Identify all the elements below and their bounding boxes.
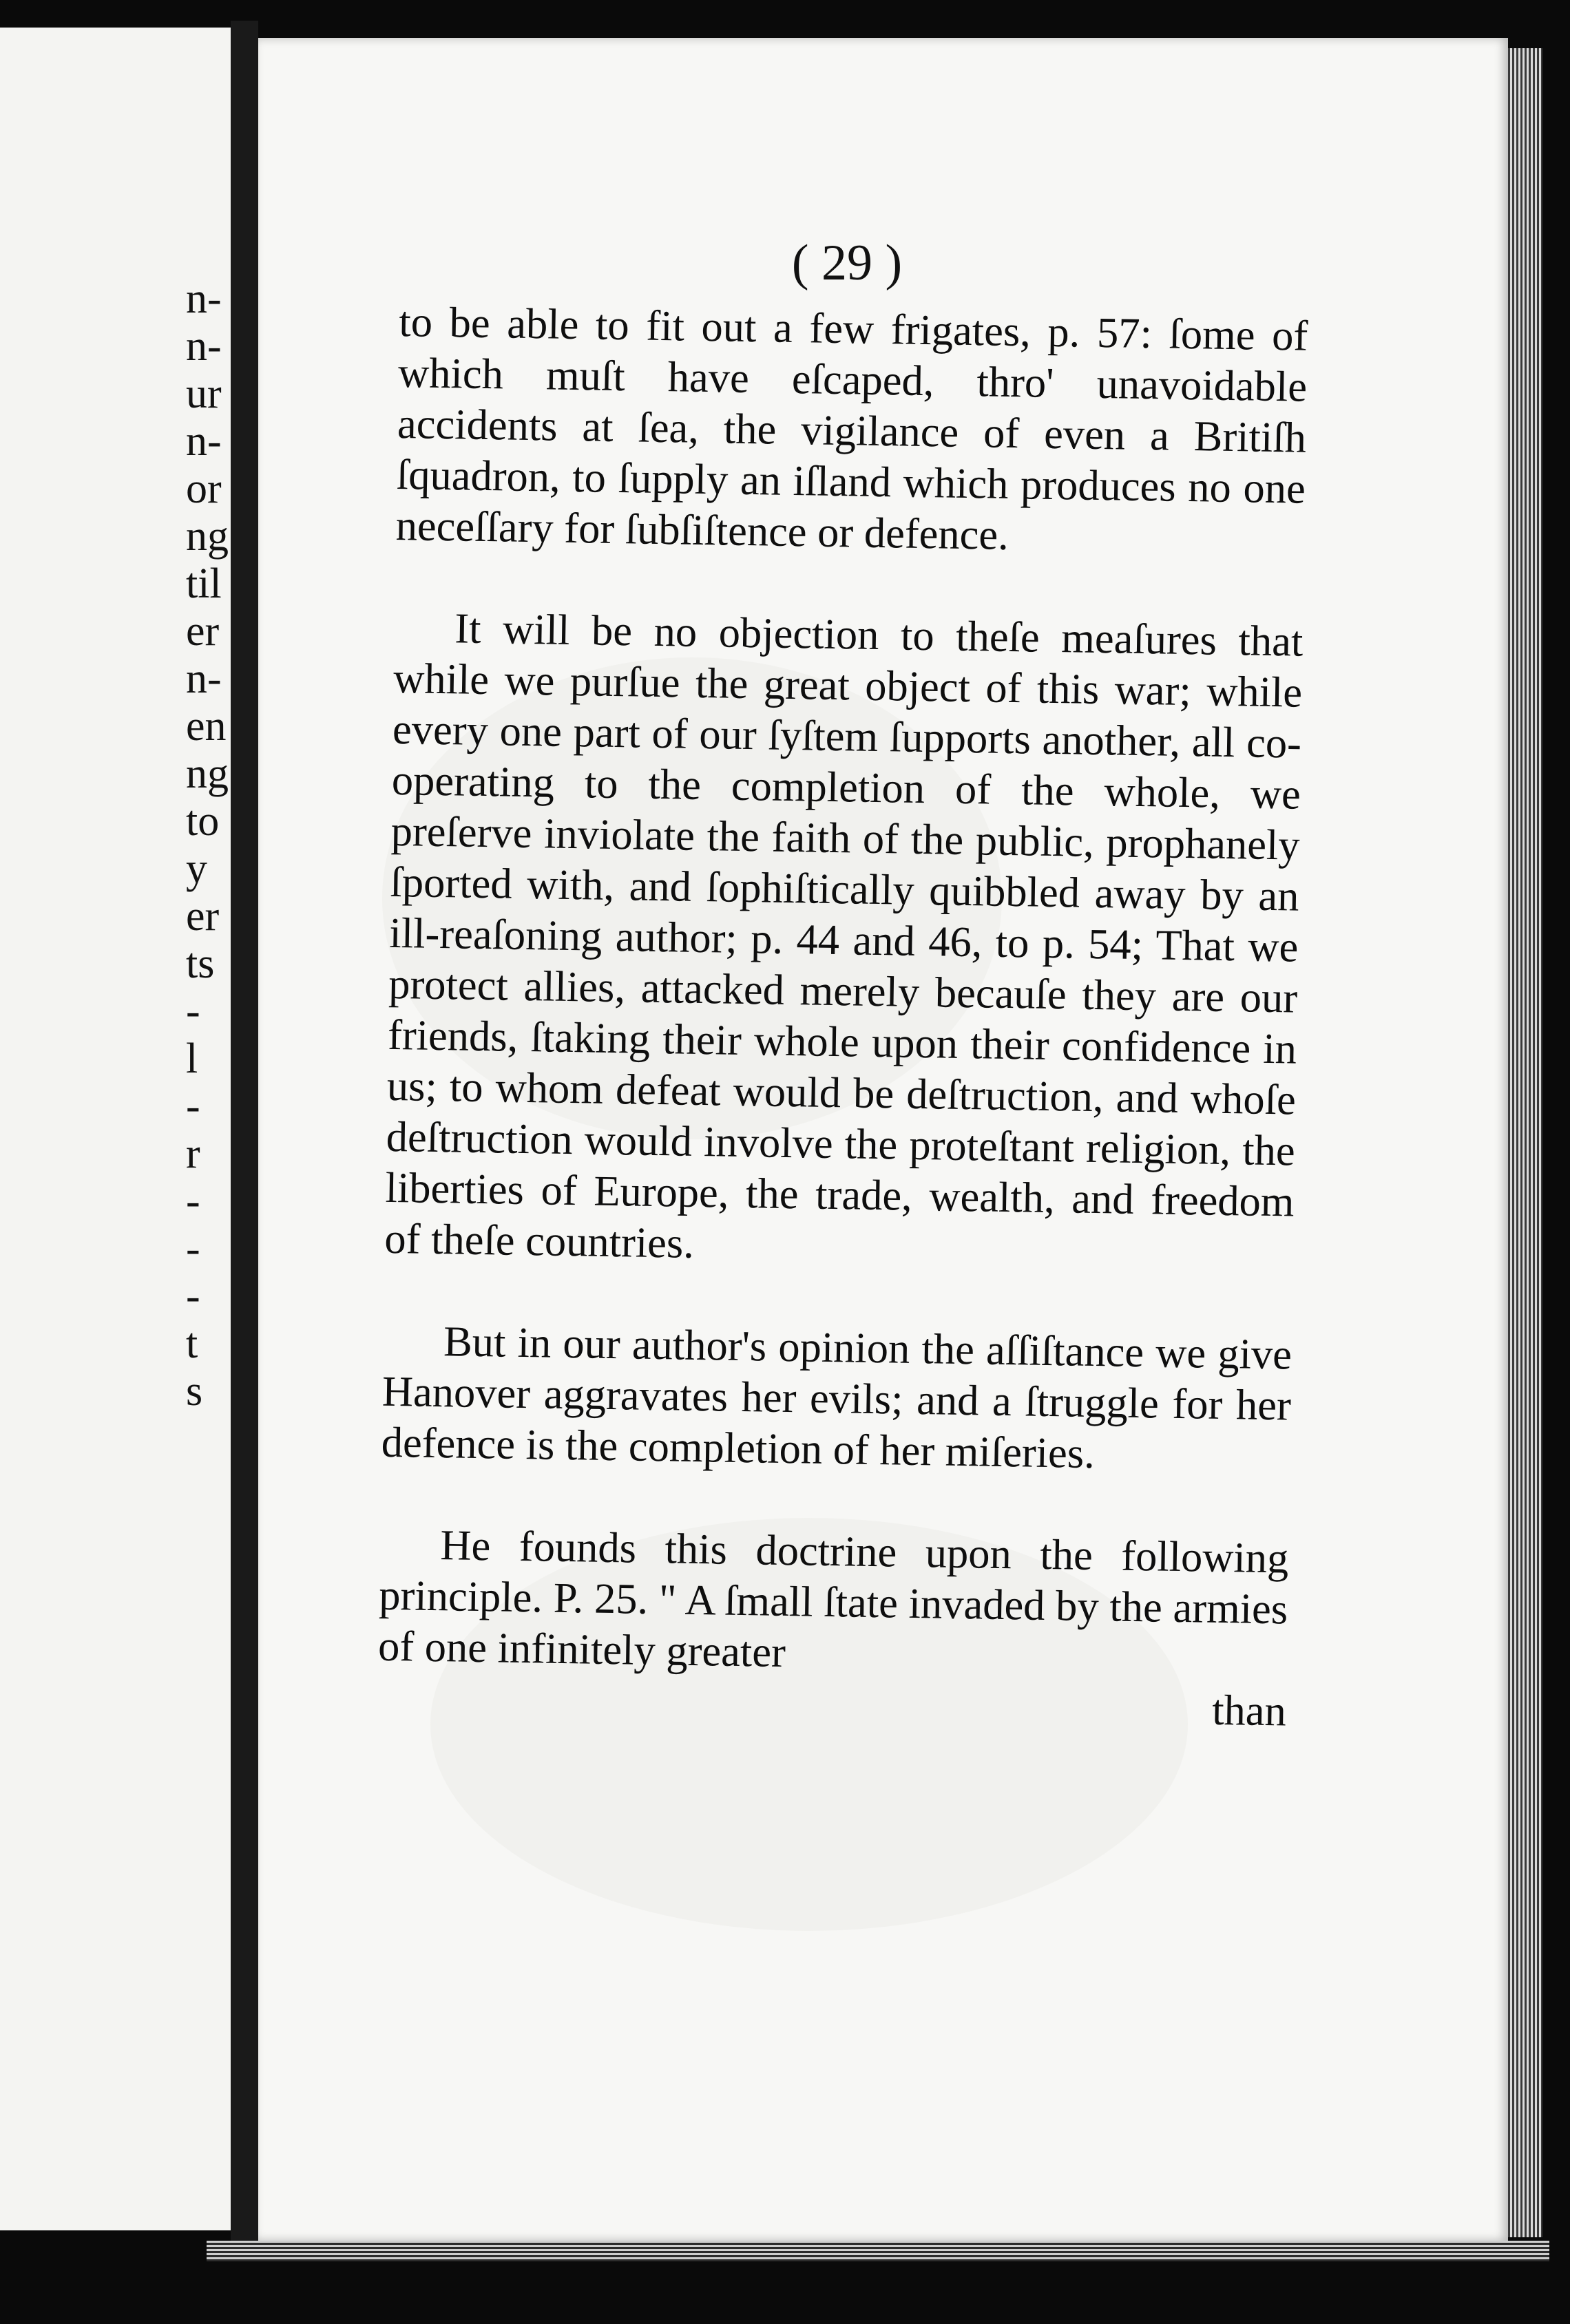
- page-number: ( 29 ): [791, 235, 903, 291]
- left-fragment: ts: [186, 940, 215, 987]
- left-fragment: y: [186, 845, 207, 892]
- left-fragment: n-: [186, 655, 222, 702]
- left-fragment: r: [186, 1130, 200, 1177]
- left-fragment: til: [186, 560, 222, 607]
- left-fragment: er: [186, 893, 220, 940]
- left-fragment: to: [186, 798, 220, 845]
- left-fragment: ur: [186, 370, 222, 417]
- paragraph: He founds this doctrine upon the following principle. P. 25. " A ſmall ſtate invaded by the armies of one infinitely greater: [377, 1521, 1289, 1677]
- page-text: [377, 296, 1308, 1736]
- left-fragment: en: [186, 703, 227, 750]
- left-fragment: -: [186, 988, 200, 1035]
- book-gutter: [231, 21, 258, 2244]
- catchword: than: [1211, 1685, 1287, 1735]
- left-fragment: -: [186, 1178, 200, 1225]
- paragraph: to be able to fit out a few frigates, p. 57: ſome of which muſt have eſcaped, thro' unavoidable accidents at ſea, the vigilance of even a Britiſh ſquadron, to ſupply an iſland which produces no one neceſſary for ſubſiſtence or defence.: [395, 297, 1308, 559]
- left-fragment: or: [186, 465, 222, 512]
- page-edge: [1508, 48, 1542, 2237]
- bottom-page-edge: [207, 2241, 1549, 2261]
- left-fragment: -: [186, 1273, 200, 1320]
- left-fragment: er: [186, 608, 220, 655]
- paragraph: It will be no objection to theſe meaſures that while we purſue the great object of this war; while every one part of our ſyſtem ſupports another, all co-operating to the completion of the whole, we preſerve inviolate the faith of the public, prophanely ſported with, and ſophiſtically quibbled away by an ill-reaſoning author; p. 44 and 46, to p. 54; That we protect allies, attacked merely becauſe they are our friends, ſtaking their whole upon their confidence in us; to whom defeat would be deſtruction, and whoſe deſtruction would involve the proteſtant religion, the liberties of Europe, the trade, wealth, and freedom of theſe countries.: [384, 604, 1304, 1267]
- left-page-fragments: [0, 275, 231, 1415]
- left-fragment: n-: [186, 275, 222, 322]
- left-fragment: t: [186, 1320, 198, 1367]
- left-page: [0, 28, 231, 2230]
- left-fragment: s: [186, 1368, 203, 1415]
- left-fragment: -: [186, 1225, 200, 1272]
- left-fragment: ng: [186, 750, 229, 797]
- left-fragment: -: [186, 1083, 200, 1130]
- left-fragment: n-: [186, 418, 222, 465]
- left-fragment: n-: [186, 323, 222, 370]
- paragraph: But in our author's opinion the aſſiſtance we give Hanover aggravates her evils; and a ſtruggle for her defence is the completion of her miſeries.: [381, 1317, 1292, 1478]
- left-fragment: ng: [186, 513, 229, 560]
- left-fragment: l: [186, 1035, 198, 1082]
